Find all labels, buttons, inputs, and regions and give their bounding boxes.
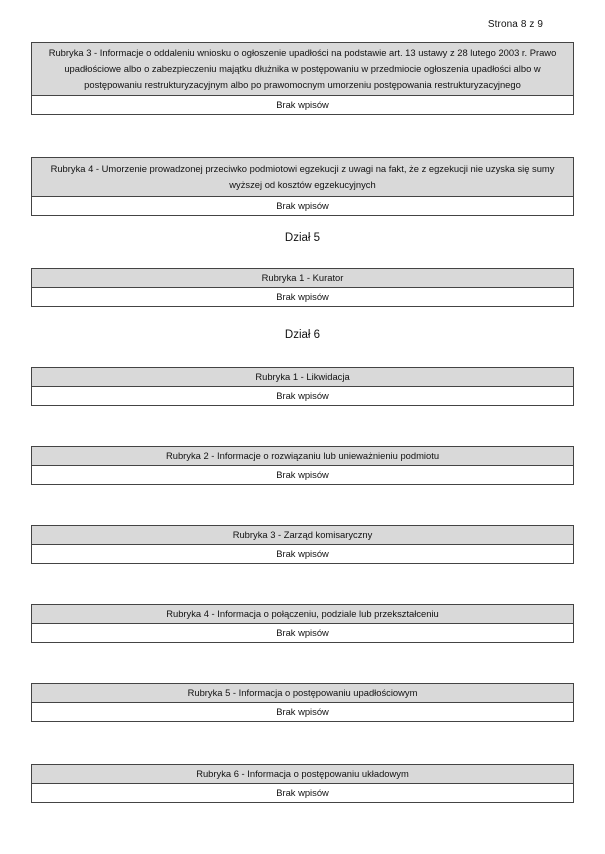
section-value: Brak wpisów xyxy=(32,288,573,306)
dzial6-rubryka-2-section xyxy=(31,446,574,485)
section-value: Brak wpisów xyxy=(32,624,573,642)
section-heading: Rubryka 2 - Informacje o rozwiązaniu lub unieważnieniu podmiotu xyxy=(32,447,573,466)
dzial6-rubryka-6-section xyxy=(31,764,574,803)
dzial-6-title: Dział 6 xyxy=(284,329,321,341)
dzial6-rubryka-5-section xyxy=(31,683,574,722)
section-value: Brak wpisów xyxy=(32,387,573,405)
section-value: Brak wpisów xyxy=(32,466,573,484)
section-heading: Rubryka 5 - Informacja o postępowaniu upadłościowym xyxy=(32,684,573,703)
section-heading: Rubryka 3 - Zarząd komisaryczny xyxy=(32,526,573,545)
section-value: Brak wpisów xyxy=(32,96,573,114)
page-number: Strona 8 z 9 xyxy=(487,19,543,30)
dzial5-rubryka-1-section xyxy=(31,268,574,307)
section-value: Brak wpisów xyxy=(32,703,573,721)
dzial6-rubryka-1-section xyxy=(31,367,574,406)
section-heading: Rubryka 6 - Informacja o postępowaniu układowym xyxy=(32,765,573,784)
dzial6-rubryka-4-section xyxy=(31,604,574,643)
section-value: Brak wpisów xyxy=(32,784,573,802)
section-heading: Rubryka 4 - Umorzenie prowadzonej przeciwko podmiotowi egzekucji z uwagi na fakt, że z egzekucji nie uzyska się sumy wyższej od kosztów egzekucyjnych xyxy=(32,158,573,197)
section-heading: Rubryka 4 - Informacja o połączeniu, podziale lub przekształceniu xyxy=(32,605,573,624)
rubryka-4-umorzenie-section xyxy=(31,157,574,216)
section-heading: Rubryka 1 - Kurator xyxy=(32,269,573,288)
dzial6-rubryka-3-section xyxy=(31,525,574,564)
section-value: Brak wpisów xyxy=(32,545,573,563)
dzial-5-title: Dział 5 xyxy=(284,232,321,244)
section-value: Brak wpisów xyxy=(32,197,573,215)
section-heading: Rubryka 3 - Informacje o oddaleniu wniosku o ogłoszenie upadłości na podstawie art. 13 ustawy z 28 lutego 2003 r. Prawo upadłościowe albo o zabezpieczeniu majątku dłużnika w postępowaniu w przedmiocie ogłoszenia upadłości albo w postępowaniu restrukturyzacyjnym albo po prawomocnym umorzeniu postępowania restrukturyzacyjnego xyxy=(32,43,573,96)
rubryka-3-oddalenie-section xyxy=(31,42,574,115)
section-heading: Rubryka 1 - Likwidacja xyxy=(32,368,573,387)
